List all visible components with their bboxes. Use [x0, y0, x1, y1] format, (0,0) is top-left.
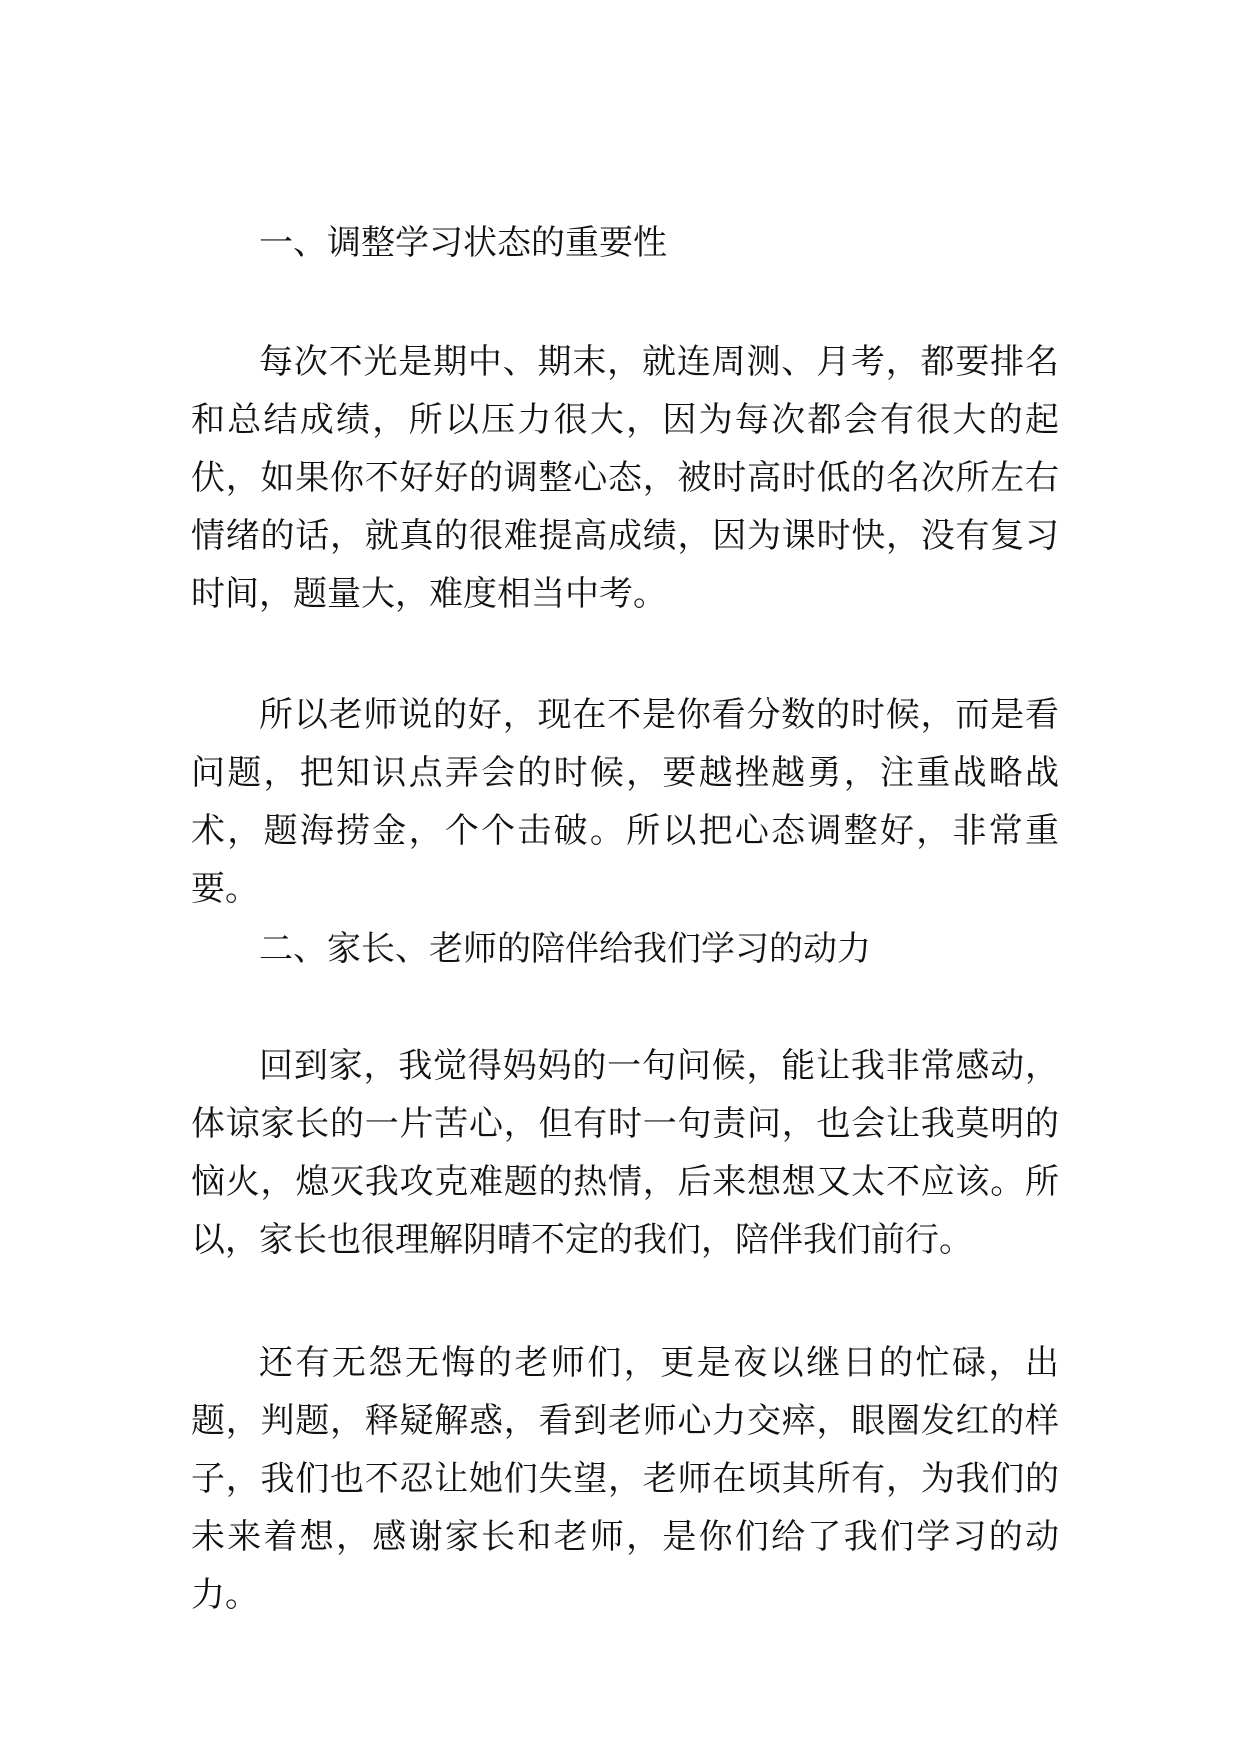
paragraph-4: 还有无怨无悔的老师们，更是夜以继日的忙碌，出题，判题，释疑解惑，看到老师心力交瘁，眼圈发红的样子，我们也不忍让她们失望，老师在顷其所有，为我们的未来着想，感谢家长和老师，是你们给了我们学习的动力。 — [191, 1343, 1059, 1615]
paragraph-2: 所以老师说的好，现在不是你看分数的时候，而是看问题，把知识点弄会的时候，要越挫越勇，注重战略战术，题海捞金，个个击破。所以把心态调整好，非常重要。 — [191, 695, 1059, 909]
paragraph-3: 回到家，我觉得妈妈的一句问候，能让我非常感动，体谅家长的一片苦心，但有时一句责问，也会让我莫明的恼火，熄灭我攻克难题的热情，后来想想又太不应该。所以，家长也很理解阴晴不定的我们，陪伴我们前行。 — [191, 1046, 1059, 1260]
section-heading-1: 一、调整学习状态的重要性 — [259, 223, 667, 263]
paragraph-1: 每次不光是期中、期末，就连周测、月考，都要排名和总结成绩，所以压力很大，因为每次都会有很大的起伏，如果你不好好的调整心态，被时高时低的名次所左右情绪的话，就真的很难提高成绩，因为课时快，没有复习时间，题量大，难度相当中考。 — [191, 342, 1059, 614]
section-heading-2: 二、家长、老师的陪伴给我们学习的动力 — [259, 929, 871, 969]
